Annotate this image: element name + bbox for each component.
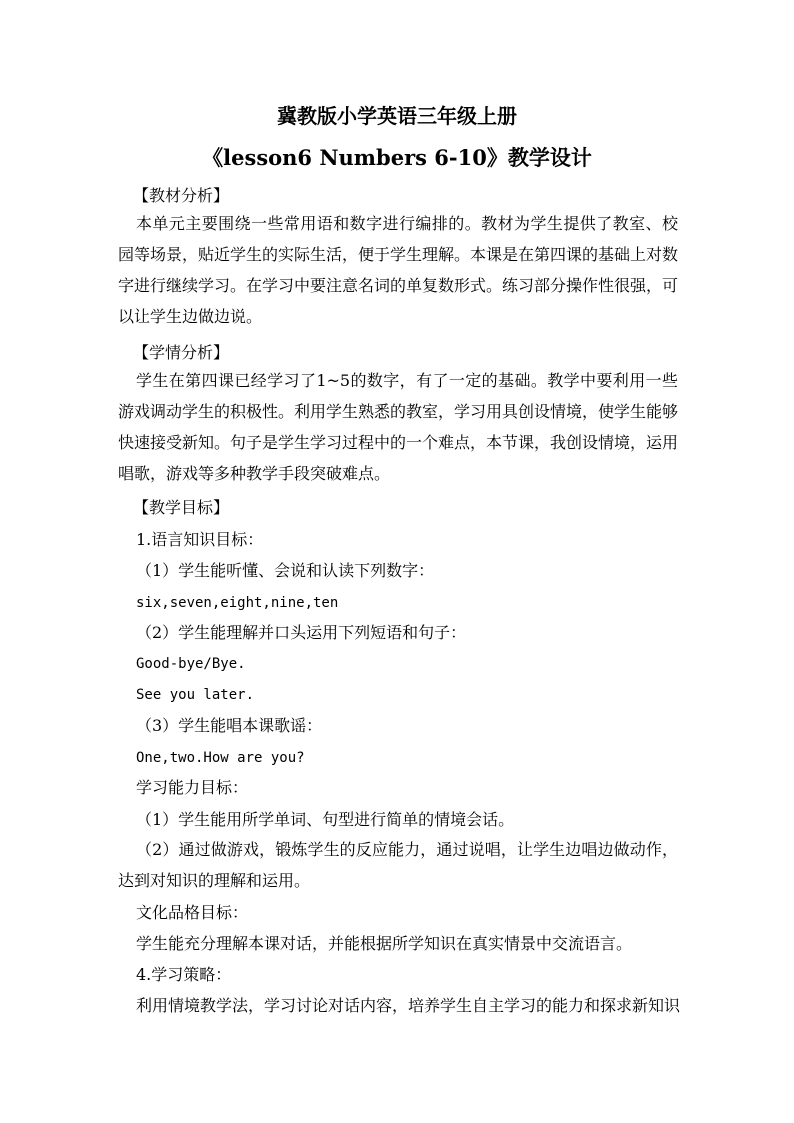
goal-culture-title: 文化品格目标： [136,903,249,922]
goal-language-item-3: （3）学生能唱本课歌谣： [136,716,323,735]
learner-analysis-paragraph: 学生在第四课已经学习了1~5的数字，有了一定的基础。教学中要利用一些游戏调动学生的积极性。利用学生熟悉的教室，学习用具创设情境，使学生能够快速接受新知。句子是学生学习过程中的一个难点，本节课，我创设情境，运用唱歌，游戏等多种教学手段突破难点。 [118,371,679,483]
goal-language-item-1: （1）学生能听懂、会说和认读下列数字： [136,561,435,580]
goal-language-phrase-1: Good-bye/Bye. [136,656,246,672]
goal-ability-item-2: （2）通过做游戏，锻炼学生的反应能力，通过说唱，让学生边唱边做动作，达到对知识的理解和运用。 [118,840,678,890]
goal-ability-title: 学习能力目标： [136,778,249,797]
goal-culture-text: 学生能充分理解本课对话，并能根据所学知识在真实情景中交流语言。 [136,934,633,953]
section-heading-material: 【教材分析】 [133,186,230,205]
section-heading-learner: 【学情分析】 [133,343,230,362]
document-subtitle: 《lesson6 Numbers 6-10》教学设计 [202,145,592,170]
goal-language-words: six,seven,eight,nine,ten [136,595,339,611]
goal-language-phrase-2: See you later. [136,687,255,703]
document-title: 冀教版小学英语三年级上册 [277,104,517,128]
goal-language-song: One,two.How are you? [136,750,305,766]
goal-language-item-2: （2）学生能理解并口头运用下列短语和句子： [136,623,467,642]
goal-ability-item-1: （1）学生能用所学单词、句型进行简单的情境会话。 [136,810,515,829]
goal-language-title: 1.语言知识目标： [136,530,264,549]
section-heading-goals: 【教学目标】 [133,498,230,517]
strategy-title: 4.学习策略： [136,965,232,984]
strategy-text: 利用情境教学法，学习讨论对话内容，培养学生自主学习的能力和探求新知识 [136,996,681,1015]
material-analysis-paragraph: 本单元主要围绕一些常用语和数字进行编排的。教材为学生提供了教室、校园等场景，贴近学生的实际生活，便于学生理解。本课是在第四课的基础上对数字进行继续学习。在学习中要注意名词的单复数形式。练习部分操作性很强，可以让学生边做边说。 [118,214,679,326]
